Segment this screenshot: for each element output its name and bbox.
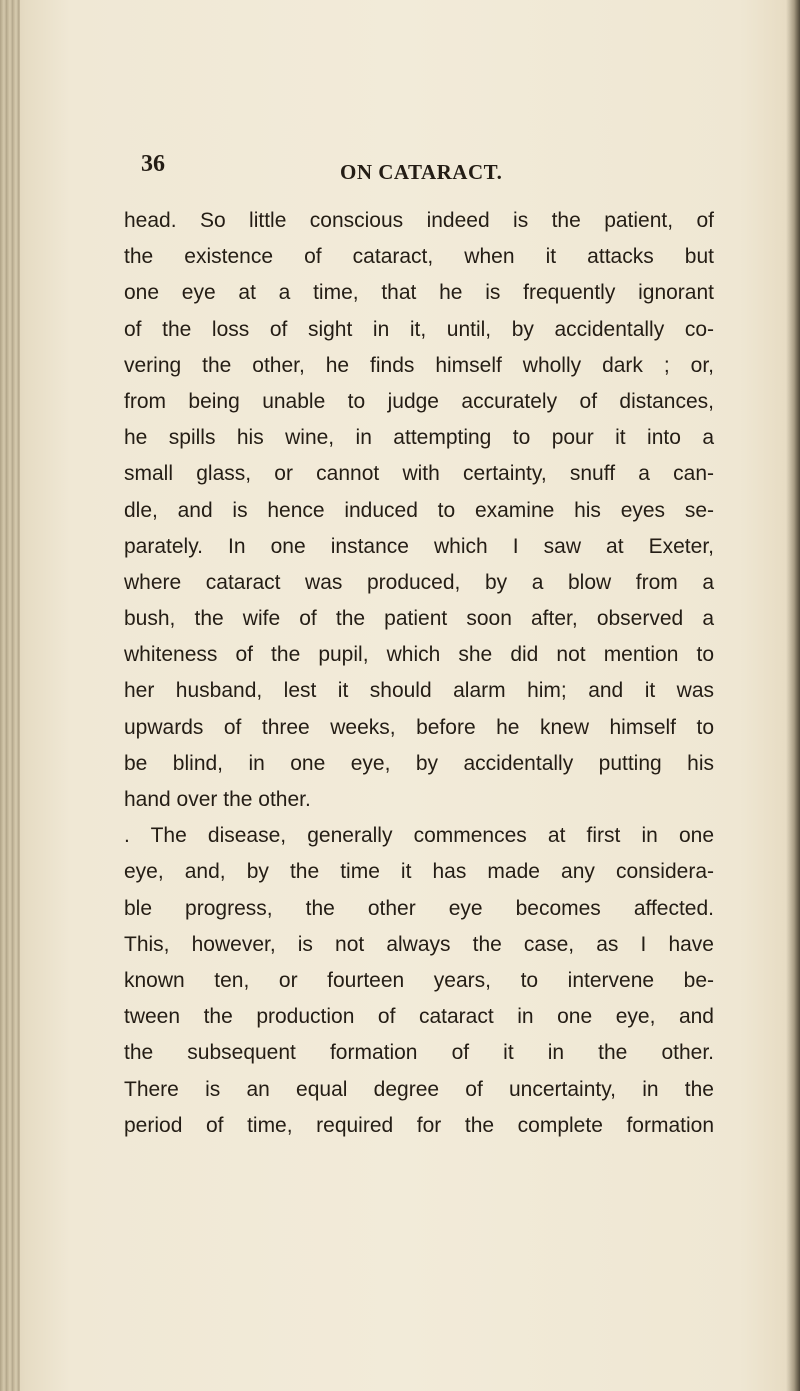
text-line: eye, and, by the time it has made any considera- [124,860,714,884]
text-line: There is an equal degree of uncertainty, in the [124,1077,714,1101]
text-line: from being unable to judge accurately of distances, [124,389,714,413]
text-line: dle, and is hence induced to examine his eyes se- [124,498,714,522]
text-line: whiteness of the pupil, which she did not mention to [124,643,714,667]
text-line: bush, the wife of the patient soon after, observed a [124,607,714,631]
page-header [0,152,800,192]
text-line: where cataract was produced, by a blow from a [124,570,714,594]
text-line: small glass, or cannot with certainty, snuff a can- [124,462,714,486]
running-head: ON CATARACT. [340,160,503,184]
text-line: hand over the other. [124,788,311,811]
text-line: vering the other, he finds himself wholly dark ; or, [124,353,714,377]
text-line: known ten, or fourteen years, to intervene be- [124,968,714,992]
page-gutter-edge [0,0,20,1391]
text-line: . The disease, generally commences at first in one [124,824,714,848]
text-line: he spills his wine, in attempting to pour it into a [124,426,714,450]
text-line: ble progress, the other eye becomes affected. [124,896,714,920]
text-line: head. So little conscious indeed is the patient, of [124,209,714,232]
text-line: be blind, in one eye, by accidentally putting his [124,751,714,775]
text-line: tween the production of cataract in one eye, and [124,1005,714,1029]
text-line: her husband, lest it should alarm him; and it was [124,679,714,703]
text-line: the subsequent formation of it in the other. [124,1041,714,1065]
text-line: parately. In one instance which I saw at Exeter, [124,534,714,558]
page-number: 36 [141,151,165,177]
text-line: period of time, required for the complete formation [124,1113,714,1137]
text-line: one eye at a time, that he is frequently ignorant [124,281,714,305]
text-line: the existence of cataract, when it attacks but [124,245,714,269]
body-text [124,203,714,1144]
text-line: upwards of three weeks, before he knew himself to [124,715,714,739]
text-line: of the loss of sight in it, until, by accidentally co- [124,317,714,341]
page-right-shadow [786,0,800,1391]
text-line: This, however, is not always the case, as I have [124,932,714,956]
